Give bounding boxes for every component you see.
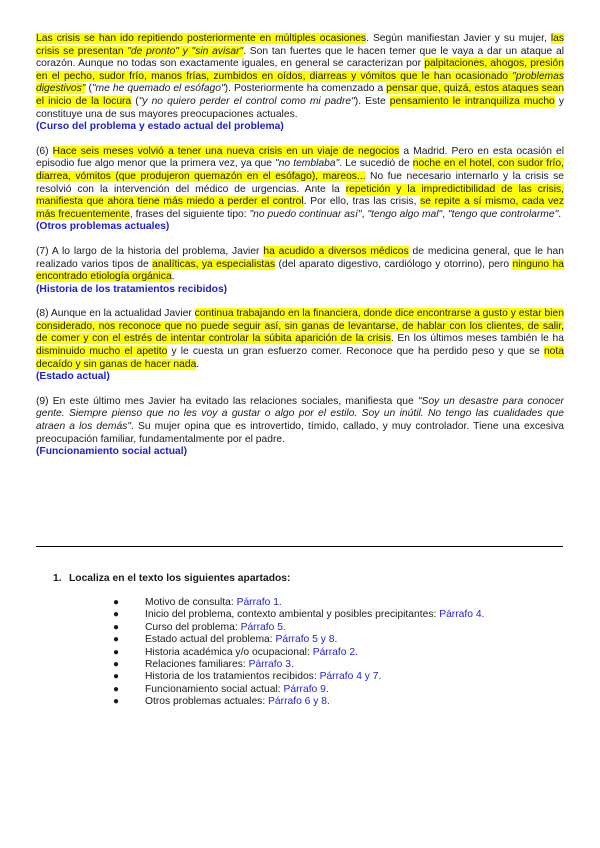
list-item (113, 597, 553, 609)
item-answer: Párrafo 5. (240, 621, 286, 633)
exercise-title (53, 572, 553, 585)
highlight: analíticas, ya especialistas (152, 258, 276, 270)
text-run: . Le sucedió de (339, 158, 413, 170)
text-run: las crisis se presentan (36, 33, 564, 57)
item-answer: Párrafo 4. (439, 609, 485, 621)
highlight: nota decaído y sin ganas de hacer nada (36, 346, 564, 370)
list-item (113, 647, 553, 659)
highlight: Hace seis meses volvió a tener una nueva crisis en un viaje de negocios (52, 145, 400, 157)
quote: "me he quemado el esófago" (91, 83, 225, 95)
text-run: . Son tan fuertes que le hacen temer que le vaya a dar un ataque al corazón. Aunque no todas son exactamente iguales, en general se caracterizan por (36, 45, 564, 70)
quote: "no puedo continuar así" (249, 208, 362, 220)
bullet-icon: ● (113, 621, 120, 633)
item-label: Curso del problema: (145, 621, 241, 633)
paragraph-9 (36, 396, 564, 459)
text-run: , (361, 208, 368, 220)
text-run: , (442, 208, 448, 220)
highlight: Las crisis se han ido repitiendo posteriormente en múltiples ocasiones (36, 33, 367, 44)
quote: "no temblaba" (275, 158, 340, 170)
highlight: pensar que, quizá, estos ataques sean el inicio de la locura (36, 83, 564, 107)
list-item (113, 609, 553, 621)
exercise-number: 1. (53, 573, 62, 584)
item-answer: Párrafo 9. (283, 683, 329, 695)
item-label: Funcionamiento social actual: (145, 683, 284, 695)
list-item (113, 696, 553, 708)
item-label: Historia académica y/o ocupacional: (145, 646, 313, 658)
item-label: Relaciones familiares: (145, 659, 249, 671)
text-run: . Por ello, tras las crisis, (303, 196, 421, 208)
quote: "tengo que controlarme" (447, 208, 559, 220)
bullet-icon: ● (113, 659, 120, 671)
list-item (113, 634, 553, 646)
text-run: No fue necesario internarlo y la crisis se resolvió con la intervención del médico de urgencias. Ante la (36, 170, 564, 195)
highlight: disminuido mucho el apetito (36, 346, 168, 358)
highlight: ninguno ha encontrado etiología orgánica (36, 258, 564, 283)
text-run: ). Posteriormente ha comenzado a (224, 83, 387, 95)
quote: "Soy un desastre para conocer gente. Siempre pienso que no les voy a gustar o algo por el estilo. Soy un inútil. No tengo las cualidades que atraen a los demás" (36, 395, 564, 433)
item-answer: Párrafo 1. (236, 597, 282, 608)
bullet-icon: ● (113, 646, 120, 658)
item-answer: Párrafo 6 y 8. (268, 696, 330, 708)
text-run: (7) A lo largo de la historia del problema, Javier (36, 245, 264, 257)
list-item (113, 671, 553, 683)
text-run: y le cuesta un gran esfuerzo comer. Reconoce que ha perdido peso y que se (167, 346, 544, 358)
text-run: palpitaciones, ahogos, presión en el pecho, sudor frío, manos frías, zumbidos en oídos, diarreas y vómitos que le han ocasionado (36, 58, 565, 82)
text-run: (6) (36, 145, 53, 157)
section-tag: (Funcionamiento social actual) (36, 446, 188, 458)
paragraph-6 (36, 146, 564, 234)
quote: "de pronto" y "sin avisar" (127, 45, 244, 57)
item-label: Inicio del problema, contexto ambiental y posibles precipitantes: (145, 609, 440, 621)
bullet-icon: ● (113, 597, 120, 608)
quote: "tengo algo mal" (367, 208, 443, 220)
paragraph-8 (36, 308, 564, 384)
exercise-title-text: Localiza en el texto los siguientes apartados: (69, 573, 291, 584)
text-run: (9) En este último mes Javier ha evitado las relaciones sociales, manifiesta que (36, 395, 418, 407)
section-tag: (Curso del problema y estado actual del problema) (36, 121, 284, 133)
text-run: y constituye una de sus mayores preocupaciones actuales. (36, 95, 564, 120)
spacer (36, 384, 564, 396)
highlight: noche en el hotel, con sudor frío, diarrea, vómitos (que produjeron quemazón en el esófago), mareos... (36, 158, 564, 182)
item-label: Estado actual del problema: (145, 634, 276, 646)
section-tag: (Estado actual) (36, 371, 110, 383)
horizontal-rule (36, 546, 563, 547)
spacer (36, 234, 564, 246)
item-answer: Párrafo 5 y 8. (275, 634, 338, 646)
text-run: . Según manifiestan Javier y su mujer, (366, 33, 551, 44)
bullet-icon: ● (113, 683, 120, 695)
bullet-icon: ● (113, 671, 120, 683)
bullet-icon: ● (113, 609, 120, 621)
list-item (113, 659, 553, 671)
item-answer: Párrafo 2. (312, 646, 358, 658)
text-run: . (558, 208, 562, 220)
highlight: se repite a sí mismo, cada vez más frecuentemente (36, 196, 565, 220)
item-label: Motivo de consulta: (145, 597, 237, 608)
highlight: continua trabajando en la financiera, donde dice encontrarse a gusto y estar bien considerado, nos reconoce que no puede seguir así, sin ganas de levantarse, de hablar con los clientes, de salir, de comer y con el estrés de intentar controlar la súbita aparición de la crisis (36, 308, 564, 345)
highlight: repetición y la impredictibilidad de las crisis, manifiesta que ahora tiene más miedo a perder el control (36, 183, 564, 208)
text-run: . Su mujer opina que es introvertido, tímido, callado, y muy controlador. Tiene una excesiva preocupación familiar, fundamentalmente por el padre. (36, 421, 565, 445)
item-answer: Párrafo 4 y 7. (319, 671, 382, 683)
item-label: Otros problemas actuales: (145, 696, 269, 708)
item-answer: Párrafo 3. (248, 659, 294, 671)
text-run: ). Este (354, 95, 390, 107)
text-run: (del aparato digestivo, cardiólogo y otorrino), pero (275, 258, 513, 270)
text-run: . (196, 358, 200, 370)
exercise-section (53, 572, 553, 709)
text-run: , frases del siguiente tipo: (129, 208, 250, 220)
quote: "y no quiero perder el control como mi padre" (138, 95, 355, 107)
text-run: a Madrid. Pero en esta ocasión el episodio fue algo menor que la primera vez, ya que (36, 145, 565, 170)
bullet-icon: ● (113, 696, 120, 708)
text-run: de medicina general, que le han realizado varios tipos de (36, 245, 564, 270)
item-label: Historia de los tratamientos recibidos: (145, 671, 320, 683)
answers-list (53, 597, 553, 709)
bullet-icon: ● (113, 634, 120, 646)
highlight: ha acudido a diversos médicos (263, 245, 409, 257)
list-item (113, 684, 553, 696)
paragraph-5 (36, 33, 564, 134)
section-tag: (Historia de los tratamientos recibidos) (36, 283, 228, 295)
spacer (36, 296, 564, 308)
text-run: (8) Aunque en la actualidad Javier (36, 308, 195, 320)
quote: "problemas digestivos" (36, 70, 564, 95)
spacer (36, 134, 564, 146)
section-tag: (Otros problemas actuales) (36, 221, 170, 233)
list-item (113, 622, 553, 634)
text-run: ( (85, 83, 92, 95)
text-run: . (171, 271, 175, 283)
paragraph-7 (36, 246, 564, 296)
text-run: ( (131, 95, 139, 107)
highlight: pensamiento le intranquiliza mucho (389, 95, 555, 107)
text-run: . En los últimos meses también le ha (390, 333, 564, 345)
